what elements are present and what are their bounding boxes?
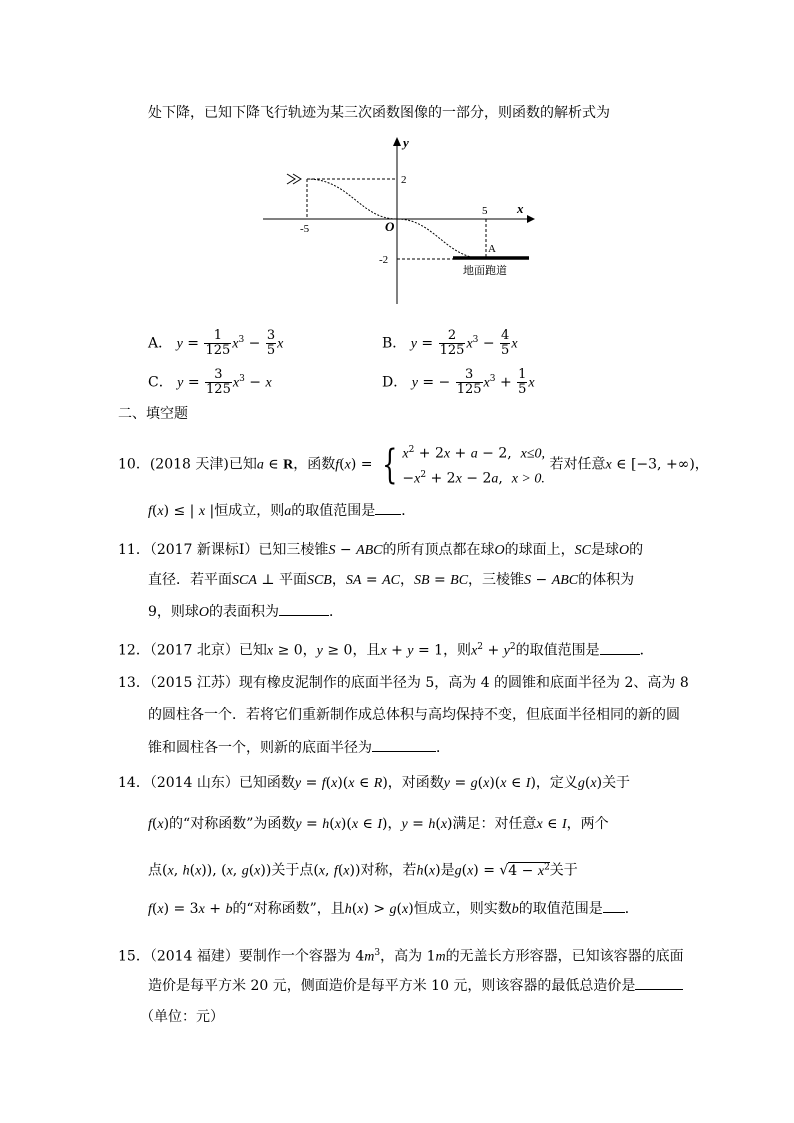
point-a-label: A [488,243,496,255]
question-14-line1: 14．（2014 山东）已知函数y = f(x)(x ∈ R)，对函数y = g(x)(x ∈ I)，定义g(x)关于 [118,775,631,791]
option-b[interactable]: B． y = $\frac{2}{125}$ $x^3$ − $\frac{4}{5}$ x [382,328,518,359]
question-14-line3: 点(x, h(x)), (x, g(x))关于点(x, f(x))对称，若h(x)是$g(x) = √4 - x^2$关于 [148,862,578,879]
question-13-line3: 锥和圆柱各一个，则新的底面半径为 ． [148,737,450,758]
plane-arrow-icon [287,174,301,184]
trajectory-graph [255,132,545,312]
question-15-line3: （单位：元） [140,1009,224,1025]
answer-blank-14[interactable] [603,898,625,913]
tick-y-neg: -2 [379,254,389,266]
question-13-line1: 13．（2015 江苏）现有橡皮泥制作的底面半径为 5，高为 4 的圆锥和底面半径为 2、高为 8 [118,675,689,691]
answer-blank-10[interactable] [375,500,401,515]
x-axis-label: x [517,201,524,216]
origin-label: O [385,219,395,234]
question-13-line2: 的圆柱各一个．若将它们重新制作成总体积与高均保持不变，但底面半径相同的新的圆 [148,707,680,723]
question-14-line2: f(x)的“对称函数”为函数y = h(x)(x ∈ I)，y = h(x)满足：对任意x ∈ I，两个 [148,816,609,832]
x-axis-arrow [527,215,535,223]
y-axis-arrow [393,137,401,146]
question-11-line2: 直径．若平面SCA ⊥ 平面SCB，SA = AC，SB = BC，三棱锥S − ABC的体积为 [148,572,635,588]
tick-x-neg: -5 [300,223,310,235]
question-10-line2: f(x) ≤ | x |恒成立，则a的取值范围是 ． [148,500,415,522]
tick-y-pos: 2 [401,174,407,186]
y-axis-label: y [403,135,409,150]
option-c[interactable]: C． y = $\frac{3}{125}$ $x^3 - x$ [148,367,272,398]
answer-blank-15[interactable] [635,975,683,990]
question-15-line2: 造价是每平方米 20 元，侧面造价是每平方米 10 元，则该容器的最低总造价是 [148,975,683,996]
answer-blank-11[interactable] [279,601,329,616]
question-11-line3: 9，则球O的表面积为 ． [148,601,343,623]
answer-blank-12[interactable] [600,640,640,655]
section-title: 二、填空题 [118,406,188,422]
runway-label: 地面跑道 [463,264,507,277]
option-d[interactable]: D． y = − $\frac{3}{125}$ $x^3$ + $\frac{1}{5}$ x [382,367,535,398]
tick-x-pos: 5 [482,205,488,217]
question-14-line4: f(x) = 3x + b的“对称函数”，且h(x) > g(x)恒成立，则实数b的取值范围是 ． [148,898,639,920]
intro-text: 处下降，已知下降飞行轨迹为某三次函数图像的一部分，则函数的解析式为 [148,105,610,121]
question-11: 11．（2017 新课标Ⅰ）已知三棱锥S − ABC的所有顶点都在球O的球面上，SC是球O的 [118,542,644,558]
question-12: 12．（2017 北京）已知x ≥ 0，y ≥ 0，且x + y = 1，则$x^2 + y^2$的取值范围是 ． [118,637,654,662]
option-a[interactable]: A． y = $\frac{1}{125}$ $x^3$ − $\frac{3}{5}$ x [148,328,284,359]
question-10: 10．(2018 天津)已知a ∈ R，函数f(x) = { $x^2 + 2x + a - 2$, x≤0, $-x^2 + 2x - 2a$, x > 0. 若对任意x ∈ [−3, +∞)， [118,441,709,488]
question-15-line1: 15．（2014 福建）要制作一个容器为 $4m^3$，高为 1m的无盖长方形容器，已知该容器的底面 [118,948,684,965]
answer-blank-13[interactable] [372,737,436,752]
